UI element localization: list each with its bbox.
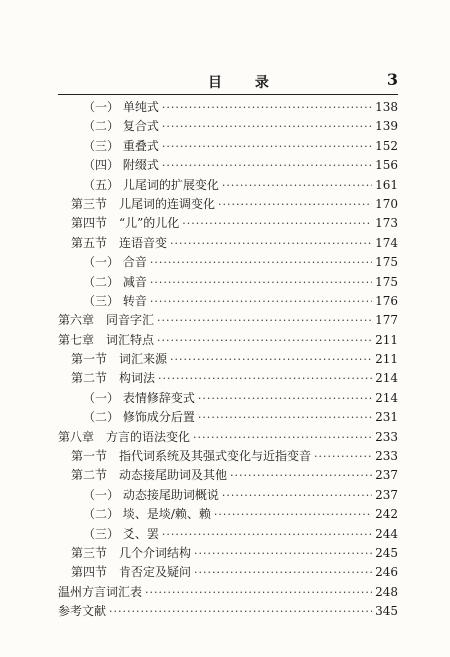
toc-leader-dots: [214, 508, 372, 521]
toc-entry-label: （五） 儿尾词的扩展变化: [83, 177, 219, 192]
toc-leader-dots: [194, 566, 372, 579]
toc-entry[interactable]: [58, 195, 398, 214]
toc-entry[interactable]: [58, 602, 398, 621]
toc-leader-dots: [198, 411, 372, 424]
toc-entry-page: 152: [375, 138, 398, 153]
toc-entry-label: 第五节 连语音变: [71, 235, 168, 250]
toc-entry-page: 174: [375, 235, 398, 250]
toc-entry-page: 177: [375, 313, 398, 328]
toc-entry[interactable]: [58, 447, 398, 466]
toc-leader-dots: [170, 353, 372, 366]
toc-entry-label: （一） 合音: [83, 255, 147, 270]
header-page-number: 3: [386, 70, 398, 89]
toc-entry-page: 211: [375, 332, 398, 347]
toc-entry[interactable]: [58, 234, 398, 253]
toc-leader-dots: [162, 528, 372, 541]
toc-leader-dots: [109, 605, 372, 618]
toc-entry[interactable]: [58, 486, 398, 505]
toc-entry[interactable]: [58, 137, 398, 156]
header-title: 目 录: [208, 75, 283, 91]
toc-entry[interactable]: [58, 369, 398, 388]
toc-leader-dots: [157, 334, 372, 347]
toc-entry[interactable]: [58, 428, 398, 447]
toc-leader-dots: [150, 276, 372, 289]
toc-entry-page: 237: [375, 487, 398, 502]
toc-entry-page: 156: [375, 158, 398, 173]
toc-entry[interactable]: [58, 466, 398, 485]
toc-entry-label: 第四节 肯否定及疑问: [71, 565, 192, 580]
toc-entry[interactable]: [58, 350, 398, 369]
toc-entry-label: 温州方言词汇表: [58, 584, 143, 599]
toc-leader-dots: [145, 586, 372, 599]
toc-entry[interactable]: [58, 563, 398, 582]
toc-entry-label: （三） 爻、罢: [83, 526, 159, 541]
toc-entry-label: 第六章 同音字汇: [58, 313, 155, 328]
toc-entry-label: （一） 表情修辞变式: [83, 390, 195, 405]
toc-entry[interactable]: [58, 273, 398, 292]
toc-leader-dots: [162, 120, 372, 133]
toc-entry[interactable]: [58, 311, 398, 330]
toc-entry-page: 345: [375, 604, 398, 619]
toc-entry-label: 第七章 词汇特点: [58, 332, 155, 347]
toc-entry-page: 231: [375, 410, 398, 425]
toc-entry-page: 211: [375, 352, 398, 367]
toc-entry-label: 第二节 动态接尾助词及其他: [71, 468, 228, 483]
toc-entry-page: 175: [375, 274, 398, 289]
toc-entry-page: 173: [375, 216, 398, 231]
toc-entry-label: （四） 附缀式: [83, 158, 159, 173]
toc-entry-label: （三） 重叠式: [83, 138, 159, 153]
toc-entry[interactable]: [58, 389, 398, 408]
toc-entry[interactable]: [58, 583, 398, 602]
toc-entry[interactable]: [58, 176, 398, 195]
toc-leader-dots: [194, 547, 372, 560]
toc-leader-dots: [182, 217, 372, 230]
toc-entry-label: 参考文献: [58, 604, 107, 619]
toc-leader-dots: [162, 159, 372, 172]
toc-entry-page: 138: [375, 100, 398, 114]
toc-entry[interactable]: [58, 117, 398, 136]
toc-entry[interactable]: [58, 292, 398, 311]
toc-entry-page: 214: [375, 390, 398, 405]
toc-entry[interactable]: [58, 98, 398, 117]
toc-entry[interactable]: [58, 156, 398, 175]
toc-entry-page: 246: [375, 565, 398, 580]
toc-entry-label: （二） 埮、是埮/赖、赖: [83, 507, 211, 522]
toc-leader-dots: [170, 237, 372, 250]
running-header: [58, 70, 398, 95]
table-of-contents: [58, 98, 398, 622]
toc-entry[interactable]: [58, 525, 398, 544]
toc-entry-label: 第二节 构词法: [71, 371, 156, 386]
toc-entry-label: 第三节 几个介词结构: [71, 545, 192, 560]
toc-entry-page: 175: [375, 255, 398, 270]
toc-entry-page: 245: [375, 545, 398, 560]
toc-entry[interactable]: [58, 544, 398, 563]
toc-entry-label: （一） 动态接尾助词概说: [83, 487, 219, 502]
toc-entry-page: 139: [375, 119, 398, 134]
toc-leader-dots: [218, 198, 372, 211]
toc-leader-dots: [230, 469, 372, 482]
toc-leader-dots: [150, 295, 372, 308]
toc-entry-label: 第一节 词汇来源: [71, 352, 168, 367]
toc-entry-page: 233: [375, 429, 398, 444]
toc-entry[interactable]: [58, 505, 398, 524]
toc-leader-dots: [222, 489, 372, 502]
toc-leader-dots: [158, 372, 372, 385]
toc-entry-label: 第三节 儿尾词的连调变化: [71, 196, 216, 211]
toc-leader-dots: [222, 179, 372, 192]
toc-entry-page: 242: [375, 507, 398, 522]
toc-entry-label: 第四节 “儿”的儿化: [71, 216, 180, 231]
toc-entry-page: 237: [375, 468, 398, 483]
toc-entry-page: 170: [375, 196, 398, 211]
toc-entry-label: （二） 修饰成分后置: [83, 410, 195, 425]
toc-entry[interactable]: [58, 331, 398, 350]
toc-entry-page: 244: [375, 526, 398, 541]
toc-entry-page: 233: [375, 449, 398, 464]
toc-entry-page: 214: [375, 371, 398, 386]
toc-entry-label: （二） 减音: [83, 274, 147, 289]
toc-leader-dots: [162, 101, 372, 114]
toc-leader-dots: [314, 450, 372, 463]
toc-entry[interactable]: [58, 253, 398, 272]
toc-leader-dots: [150, 256, 372, 269]
toc-leader-dots: [198, 392, 372, 405]
toc-entry-label: （二） 复合式: [83, 119, 159, 134]
toc-entry[interactable]: [58, 408, 398, 427]
toc-entry-page: 161: [375, 177, 398, 192]
toc-entry-page: 248: [375, 584, 398, 599]
toc-leader-dots: [193, 431, 372, 444]
toc-entry-label: （三） 转音: [83, 293, 147, 308]
toc-entry-page: 176: [375, 293, 398, 308]
toc-entry[interactable]: [58, 214, 398, 233]
toc-entry-label: 第八章 方言的语法变化: [58, 429, 191, 444]
toc-entry-label: （一） 单纯式: [83, 100, 159, 114]
toc-leader-dots: [157, 314, 372, 327]
toc-leader-dots: [162, 140, 372, 153]
toc-entry-label: 第一节 指代词系统及其强式变化与近指变音: [71, 449, 312, 464]
